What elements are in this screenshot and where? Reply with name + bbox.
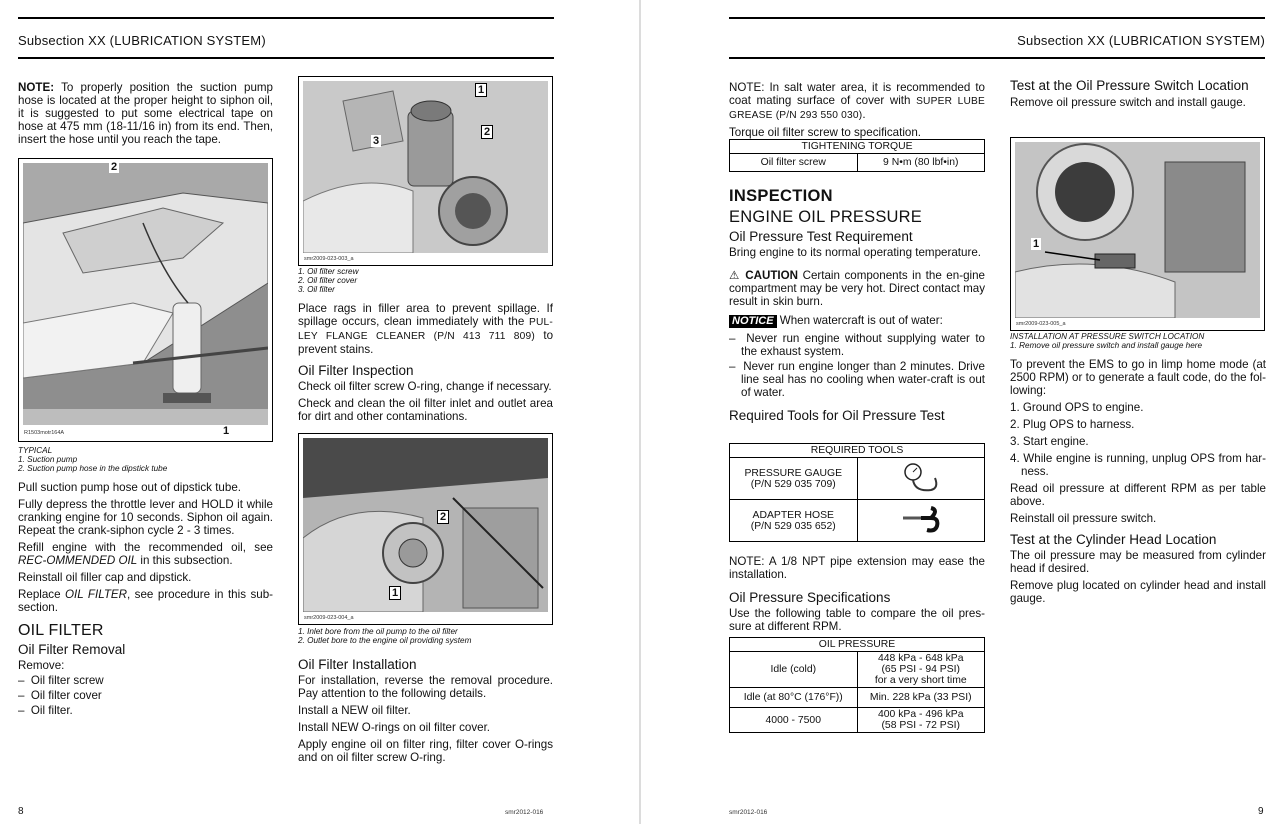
subsection-heading: Oil Pressure Test Requirement	[729, 229, 913, 244]
pressure-switch-illustration-icon	[1015, 142, 1260, 318]
list-item: 1. Ground OPS to engine.	[1010, 401, 1144, 414]
table-header: OIL PRESSURE	[730, 638, 985, 652]
page-header: Subsection XX (LUBRICATION SYSTEM)	[1017, 33, 1265, 48]
paragraph: Place rags in filler area to prevent spillage. If spillage occurs, clean immediately with the PUL-LEY FLANGE CLEANER (P/N 413 711 809) to prevent stains.	[298, 302, 554, 356]
page-gutter	[639, 0, 641, 824]
suction-pump-photo	[23, 163, 268, 425]
note-label: NOTE:	[729, 81, 765, 94]
figure-ref: smr2009-023-003_a	[304, 256, 354, 262]
callout-1: 1	[1033, 238, 1040, 250]
oil-bores-photo	[303, 438, 548, 612]
list-item: – Oil filter.	[18, 704, 73, 717]
subsection-heading: Oil Filter Removal	[18, 642, 126, 657]
callout-2: 2	[437, 510, 449, 524]
footer-code: smr2012-016	[729, 809, 768, 816]
figure-caption: 1. Oil filter screw 2. Oil filter cover 3. Oil filter	[298, 267, 359, 294]
paragraph: Fully depress the throttle lever and HOLD it while cranking engine for 10 seconds. Siphon oil again. Repeat the crank-siphon cycle 2 - 3 times.	[18, 498, 273, 537]
list-item: 2. Plug OPS to harness.	[1010, 418, 1135, 431]
paragraph: Replace OIL FILTER, see procedure in this sub-section.	[18, 588, 273, 614]
right-col-2	[1010, 78, 1266, 113]
paragraph: Use the following table to compare the oil pres-sure at different RPM.	[729, 607, 985, 633]
table-header: REQUIRED TOOLS	[730, 444, 985, 458]
figure-ref: smr2009-023-005_a	[1016, 321, 1066, 327]
tool-cell: ADAPTER HOSE (P/N 529 035 652)	[730, 500, 858, 542]
paragraph: Apply engine oil on filter ring, filter cover O-rings and on oil filter screw O-ring.	[298, 738, 553, 764]
header-rule-bottom	[18, 57, 554, 59]
table-header: TIGHTENING TORQUE	[730, 140, 985, 154]
left-col-1-body	[18, 481, 273, 719]
list-item: 3. Start engine.	[1010, 435, 1089, 448]
note: NOTE: In salt water area, it is recommended to coat mating surface of cover with SUPER LUBE GREASE (P/N 293 550 030).	[729, 81, 985, 121]
paragraph: Install NEW O-rings on oil filter cover.	[298, 721, 491, 734]
note: NOTE: A 1/8 NPT pipe extension may ease the installation.	[729, 555, 985, 581]
jetski-illustration-icon	[23, 163, 268, 409]
callout-2: 2	[481, 125, 493, 139]
tool-image-cell	[857, 458, 985, 500]
paragraph: Install a NEW oil filter.	[298, 704, 411, 717]
paragraph: Remove oil pressure switch and install gauge.	[1010, 96, 1246, 109]
callout-2: 2	[111, 161, 118, 173]
table-cell: 400 kPa - 496 kPa (58 PSI - 72 PSI)	[857, 708, 985, 733]
warning-icon: ⚠	[729, 269, 741, 282]
table-cell: Oil filter screw	[730, 154, 858, 172]
notice-label: NOTICE	[729, 315, 777, 328]
engine-block-illustration-icon	[303, 438, 548, 612]
figure-caption: 1. Inlet bore from the oil pump to the oil filter 2. Outlet bore to the engine oil providing system	[298, 627, 472, 645]
subsection-heading: Oil Filter Installation	[298, 657, 417, 672]
figure-caption: INSTALLATION AT PRESSURE SWITCH LOCATION 1. Remove oil pressure switch and install gauge here	[1010, 332, 1205, 350]
figure-suction-pump	[18, 158, 273, 442]
list-item: – Never run engine without supplying water to the exhaust system.	[729, 332, 985, 358]
list-item: 4. While engine is running, unplug OPS from har-ness.	[1010, 452, 1266, 478]
engine-illustration-icon	[303, 81, 548, 253]
page-number: 9	[1258, 806, 1264, 817]
paragraph: To prevent the EMS to go in limp home mode (at 2500 RPM) or to generate a fault code, do the fol-lowing:	[1010, 358, 1266, 397]
paragraph: Refill engine with the recommended oil, see REC-OMMENDED OIL in this subsection.	[18, 541, 273, 567]
figure-pressure-switch	[1010, 137, 1265, 331]
note-label: NOTE:	[729, 555, 765, 568]
left-col-1	[18, 81, 273, 150]
page-header: Subsection XX (LUBRICATION SYSTEM)	[18, 33, 266, 48]
header-rule-top	[729, 17, 1265, 19]
pressure-gauge-icon	[901, 460, 941, 494]
caution-label: CAUTION	[745, 269, 799, 282]
paragraph: Bring engine to its normal operating temperature.	[729, 246, 981, 259]
table-cell: 4000 - 7500	[730, 708, 858, 733]
figure-oil-filter	[298, 76, 553, 266]
paragraph: The oil pressure may be measured from cylinder head if desired.	[1010, 549, 1266, 575]
list-item: – Oil filter screw	[18, 674, 104, 687]
right-col-2-body	[1010, 358, 1266, 609]
tools-table	[729, 443, 985, 542]
footer-code: smr2012-016	[505, 809, 544, 816]
list-item: – Never run engine longer than 2 minutes. Drive line seal has no cooling when water-craft is out of water.	[729, 360, 985, 399]
paragraph: Reinstall oil pressure switch.	[1010, 512, 1157, 525]
paragraph: For installation, reverse the removal procedure. Pay attention to the following details.	[298, 674, 553, 700]
paragraph: Remove:	[18, 659, 65, 672]
paragraph: Torque oil filter screw to specification.	[729, 126, 922, 139]
figure-caption: TYPICAL 1. Suction pump 2. Suction pump hose in the dipstick tube	[18, 446, 168, 473]
callout-3: 3	[373, 135, 380, 147]
table-cell: Idle (cold)	[730, 652, 858, 688]
list-item: – Oil filter cover	[18, 689, 102, 702]
section-heading: INSPECTION	[729, 187, 833, 205]
tool-cell: PRESSURE GAUGE (P/N 529 035 709)	[730, 458, 858, 500]
caution: ⚠ CAUTION Certain components in the en-gine compartment may be very hot. Direct contact may result in skin burn.	[729, 269, 985, 308]
subsection-heading: Test at the Oil Pressure Switch Location	[1010, 78, 1249, 93]
header-rule-top	[18, 17, 554, 19]
section-heading: OIL FILTER	[18, 622, 104, 639]
figure-ref: smr2009-023-004_a	[304, 615, 354, 621]
page-number: 8	[18, 806, 24, 817]
right-col-1	[729, 81, 985, 143]
paragraph: Read oil pressure at different RPM as per table above.	[1010, 482, 1266, 508]
table-cell: Idle (at 80°C (176°F))	[730, 688, 858, 708]
torque-table	[729, 139, 985, 172]
subsection-heading: Required Tools for Oil Pressure Test	[729, 408, 945, 423]
tool-image-cell	[857, 500, 985, 542]
subsection-heading: Oil Pressure Specifications	[729, 590, 891, 605]
subsection-heading: Oil Filter Inspection	[298, 363, 414, 378]
section-heading: ENGINE OIL PRESSURE	[729, 208, 922, 226]
note: NOTE: To properly position the suction pump hose is located at the proper height to siphon oil, it is suggested to put some electrical tape on hose at 475 mm (18-11/16 in) from its end. Then, insert the hose until you reach the tape.	[18, 81, 273, 146]
table-cell: Min. 228 kPa (33 PSI)	[857, 688, 985, 708]
paragraph: Remove plug located on cylinder head and install gauge.	[1010, 579, 1266, 605]
oil-filter-photo	[303, 81, 548, 253]
paragraph: Pull suction pump hose out of dipstick tube.	[18, 481, 241, 494]
subsection-heading: Test at the Cylinder Head Location	[1010, 532, 1217, 547]
figure-oil-bores	[298, 433, 553, 625]
right-col-1-body	[729, 180, 985, 425]
table-cell: 448 kPa - 648 kPa (65 PSI - 94 PSI) for a very short time	[857, 652, 985, 688]
right-col-1-specs	[729, 555, 985, 637]
paragraph: Check and clean the oil filter inlet and outlet area for dirt and other contaminations.	[298, 397, 553, 423]
oil-pressure-table	[729, 637, 985, 733]
table-cell: 9 N•m (80 lbf•in)	[857, 154, 985, 172]
adapter-hose-icon	[901, 504, 941, 534]
callout-1: 1	[389, 586, 401, 600]
callout-1: 1	[223, 425, 230, 437]
figure-ref: R1503motr164A	[24, 430, 65, 436]
pressure-switch-photo	[1015, 142, 1260, 318]
paragraph: Check oil filter screw O-ring, change if necessary.	[298, 380, 552, 393]
callout-1: 1	[475, 83, 487, 97]
paragraph: Reinstall oil filler cap and dipstick.	[18, 571, 192, 584]
left-col-2-body	[298, 302, 553, 427]
note-label: NOTE:	[18, 81, 55, 94]
notice: NOTICE When watercraft is out of water:	[729, 314, 985, 328]
header-rule-bottom	[729, 57, 1265, 59]
left-col-2-install	[298, 652, 553, 768]
